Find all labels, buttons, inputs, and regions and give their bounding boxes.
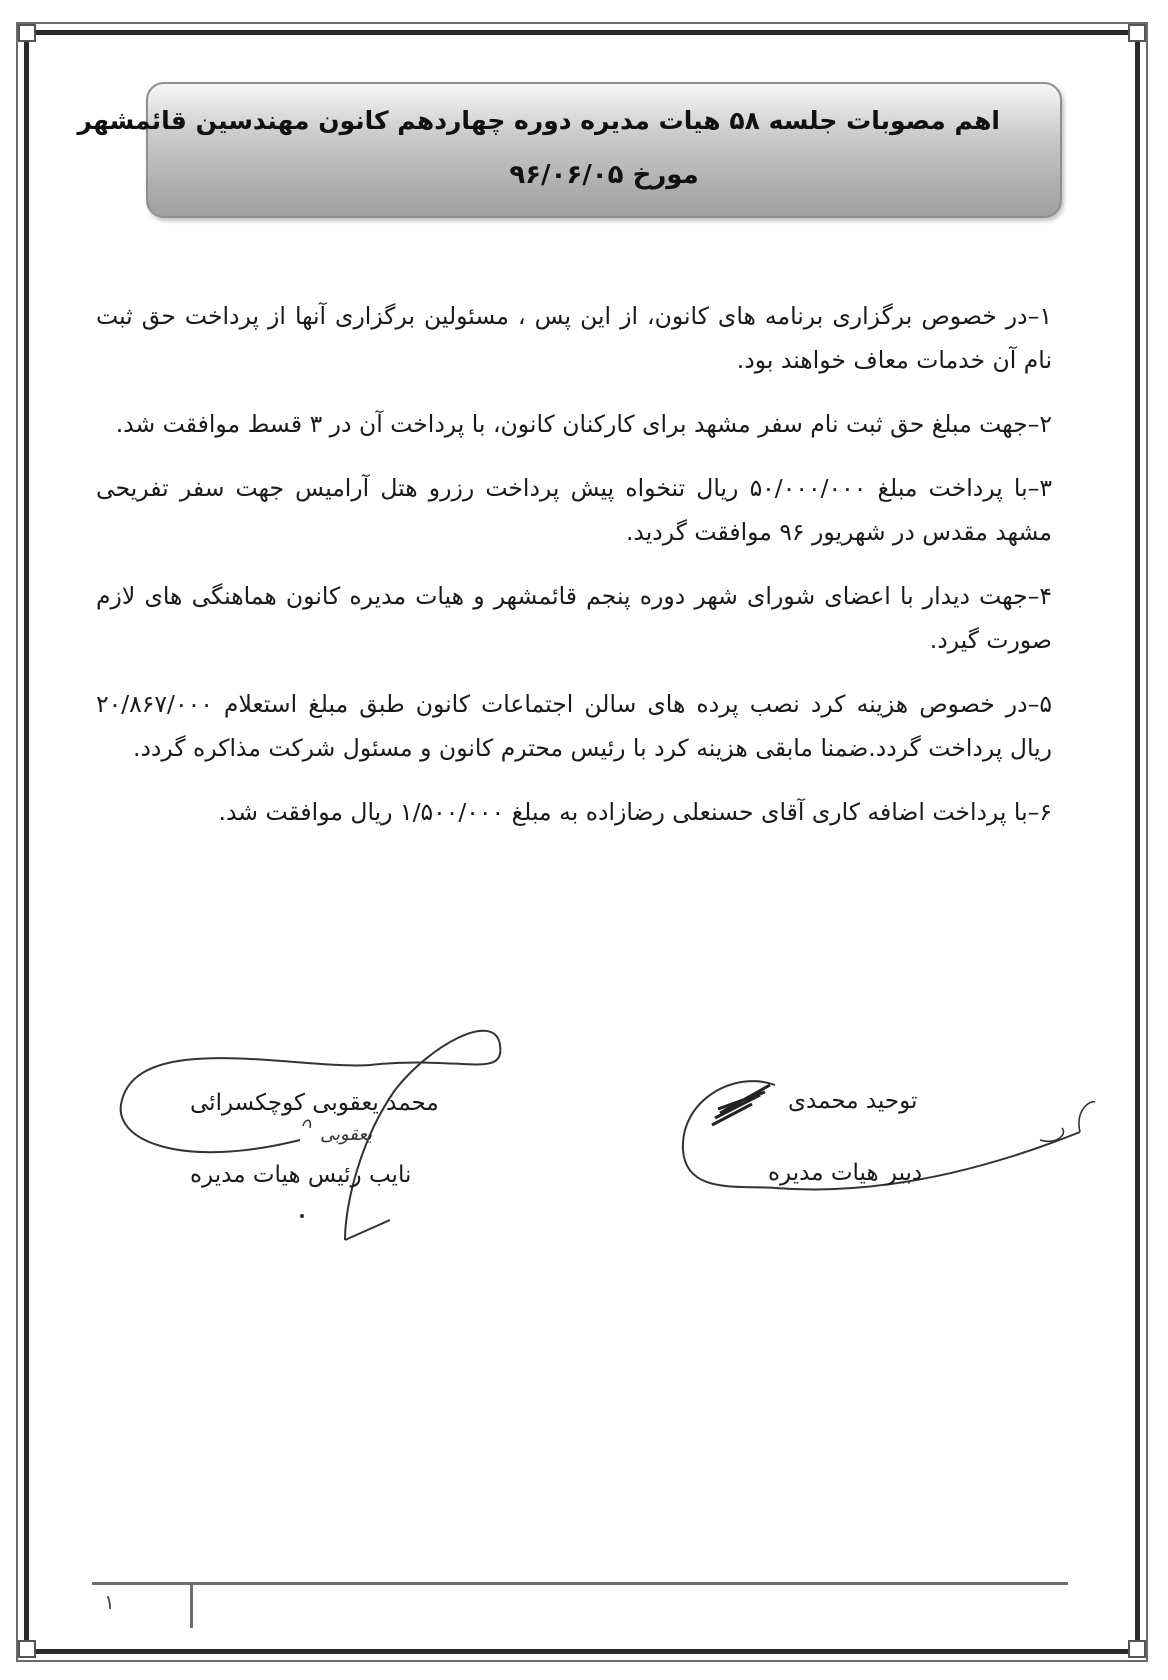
resolutions-list [96, 294, 1052, 854]
vice-chair-role: نایب رئیس هیات مدیره [190, 1162, 412, 1188]
resolution-item-6: ۶–با پرداخت اضافه کاری آقای حسنعلی رضازاده به مبلغ ۱/۵۰۰/۰۰۰ ریال موافقت شد. [218, 798, 1052, 826]
secretary-name: توحید محمدی [788, 1088, 918, 1114]
resolution-item-3: ۳–با پرداخت مبلغ ۵۰/۰۰۰/۰۰۰ ریال تنخواه پیش پرداخت رزرو هتل آرامیس جهت سفر تفریحی مشهد مقدس در شهریور ۹۶ موافقت گردید. [96, 474, 1052, 546]
frame-corner-bottom-left [18, 1640, 36, 1658]
resolution-item-1: ۱–در خصوص برگزاری برنامه های کانون، از این پس ، مسئولین برگزاری آنها از پرداخت حق ثبت نام آن خدمات معاف خواهند بود. [96, 302, 1052, 374]
frame-corner-bottom-right [1128, 1640, 1146, 1658]
document-title: اهم مصوبات جلسه ۵۸ هیات مدیره دوره چهاردهم کانون مهندسین قائمشهر [77, 106, 1000, 135]
footer-rule [92, 1582, 1068, 1585]
frame-corner-top-left [18, 24, 36, 42]
footer-divider [190, 1584, 193, 1628]
header-box [77, 82, 1062, 218]
secretary-role: دبیر هیات مدیره [768, 1160, 923, 1186]
vice-chair-name: محمد یعقوبی کوچکسرائی [190, 1090, 439, 1116]
resolution-item-4: ۴–جهت دیدار با اعضای شورای شهر دوره پنجم قائمشهر و هیات مدیره کانون هماهنگی های لازم صورت گیرد. [96, 582, 1052, 654]
frame-corner-top-right [1128, 24, 1146, 42]
resolution-item-5: ۵–در خصوص هزینه کرد نصب پرده های سالن اجتماعات کانون طبق مبلغ استعلام ۲۰/۸۶۷/۰۰۰ ریال پرداخت گردد.ضمنا مابقی هزینه کرد با رئیس محترم کانون و مسئول شرکت مذاکره گردد. [96, 690, 1052, 762]
document-date: مورخ ۹۶/۰۶/۰۵ [509, 160, 699, 190]
page-number: ۱ [104, 1590, 115, 1614]
vice-chair-handwritten-signature: یعقوبی [320, 1124, 373, 1145]
resolution-item-2: ۲–جهت مبلغ حق ثبت نام سفر مشهد برای کارکنان کانون، با پرداخت آن در ۳ قسط موافقت شد. [115, 410, 1052, 438]
